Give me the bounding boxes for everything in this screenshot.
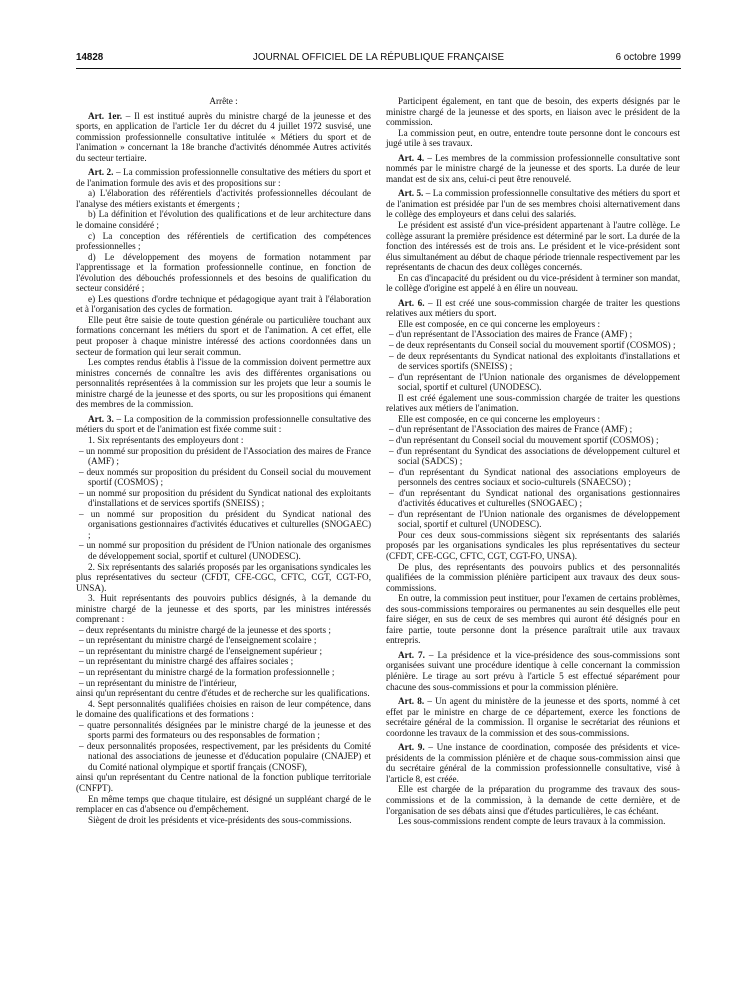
paragraph: c) La conception des référentiels de certification des compétences professionnelles ; bbox=[76, 230, 371, 252]
list-item: – de deux représentants du Conseil social du mouvement sportif (COSMOS) ; bbox=[386, 340, 680, 351]
article-2: Art. 2. – La commission professionnelle consultative des métiers du sport et de l'animation formule des avis et des propositions sur : bbox=[76, 167, 371, 188]
list-item: – d'un représentant du Syndicat national des associations employeurs de personnels des centres sociaux et socio-culturels (SNAECSO) ; bbox=[386, 467, 680, 488]
list-item: – deux représentants du ministre chargé de la jeunesse et des sports ; bbox=[76, 625, 371, 636]
page-header bbox=[76, 52, 681, 66]
paragraph: La commission peut, en outre, entendre toute personne dont le concours est jugé utile à ses travaux. bbox=[386, 127, 680, 149]
issue-date: 6 octobre 1999 bbox=[615, 52, 681, 63]
paragraph: 3. Huit représentants des pouvoirs publics désignés, à la demande du ministre chargé de la jeunesse et des sports, par les ministres intéressés comprenant : bbox=[76, 593, 371, 625]
list-item: – deux personnalités proposées, respectivement, par les présidents du Comité national des associations de jeunesse et d'éducation populaire (CNAJEP) et du Comité national olympique et sportif français (CNOSF), bbox=[76, 741, 371, 773]
left-column bbox=[76, 96, 371, 825]
paragraph: Participent également, en tant que de besoin, des experts désignés par le ministre chargé de la jeunesse et des sports, en liaison avec le président de la commission. bbox=[386, 96, 680, 128]
arrete-heading: Arrête : bbox=[209, 96, 238, 106]
list-item: – un nommé sur proposition du président du Syndicat national des organisations gestionnaires d'activités éducatives et culturelles (SNOGAEC) ; bbox=[76, 509, 371, 541]
list-item: – d'un représentant de l'Association des maires de France (AMF) ; bbox=[386, 329, 680, 340]
list-item: – un représentant du ministre chargé de l'enseignement supérieur ; bbox=[76, 646, 371, 657]
list-item: – d'un représentant de l'Union nationale des organismes de développement social, sportif et culturel (UNODESC). bbox=[386, 509, 680, 530]
article-6: Art. 6. – Il est créé une sous-commission chargée de traiter les questions relatives aux métiers du sport. bbox=[386, 297, 681, 319]
paragraph: Elle est composée, en ce qui concerne les employeurs : bbox=[398, 318, 601, 329]
list-item: – quatre personnalités désignées par le ministre chargé de la jeunesse et des sports parmi des formateurs ou des responsables de formation ; bbox=[76, 720, 371, 741]
paragraph: En même temps que chaque titulaire, est désigné un suppléant chargé de le remplacer en cas d'absence ou d'empêchement. bbox=[76, 793, 371, 815]
list bbox=[76, 625, 371, 688]
list-item: – deux nommés sur proposition du président du Conseil social du mouvement sportif (COSMOS) ; bbox=[76, 467, 371, 488]
list-item: – un nommé sur proposition du président de l'Union nationale des organismes de développement social, sportif et culturel (UNODESC). bbox=[76, 540, 371, 561]
page-number: 14828 bbox=[76, 52, 104, 63]
paragraph: En cas d'incapacité du président ou du vice-président à terminer son mandat, le collège d'origine est appelé à en élire un nouveau. bbox=[386, 272, 680, 294]
article-label: Art. 2. bbox=[88, 167, 114, 178]
paragraph: Elle peut être saisie de toute question générale ou particulière touchant aux formations concernant les métiers du sport et de l'animation. A cet effet, elle peut proposer à chaque ministre intéressé des actions coordonnées dans un secteur de formation qui leur serait commun. bbox=[76, 314, 371, 357]
article-8: Art. 8. – Un agent du ministère de la jeunesse et des sports, nommé à cet effet par le ministre en charge de ce département, exerce les fonctions de secrétaire général de la commission. Il organise le secrétariat des réunions et coordonne les travaux de la commission et des sous-commissions. bbox=[386, 696, 680, 738]
list-item: – d'un représentant du Syndicat national des organisations gestionnaires d'activités éducatives et culturelles (SNOGAEC) ; bbox=[386, 488, 680, 509]
paragraph: 4. Sept personnalités qualifiées choisies en raison de leur compétence, dans le domaine des qualifications et des formations : bbox=[76, 698, 371, 720]
article-label: Art. 4. bbox=[398, 152, 425, 163]
list-item: – un représentant du ministre chargé de l'enseignement scolaire ; bbox=[76, 635, 371, 646]
paragraph: De plus, des représentants des pouvoirs publics et des personnalités qualifiées de la commission plénière participent aux travaux des deux sous-commissions. bbox=[386, 561, 680, 593]
paragraph: b) La définition et l'évolution des qualifications et de leur architecture dans le domaine considéré ; bbox=[76, 209, 371, 231]
article-label: Art. 1er. bbox=[88, 110, 123, 121]
article-label: Art. 3. bbox=[88, 413, 114, 424]
list-item: – un nommé sur proposition du président de l'Association des maires de France (AMF) ; bbox=[76, 446, 371, 467]
paragraph: Pour ces deux sous-commissions siègent six représentants des salariés proposés par les organisations syndicales les plus représentatives du secteur (CFDT, CFE-CGC, CFTC, CGT, CGT-FO, UNSA). bbox=[386, 529, 680, 561]
paragraph: d) Le développement des moyens de formation notamment par l'apprentissage et la formation professionnelle continue, en fonction de l'évolution des débouchés professionnels et des besoins de qualification du secteur considéré ; bbox=[76, 251, 371, 294]
paragraph: e) Les questions d'ordre technique et pédagogique ayant trait à l'élaboration et à l'organisation des cycles de formation. bbox=[76, 293, 371, 315]
paragraph: Elle est composée, en ce qui concerne les employeurs : bbox=[398, 413, 601, 424]
paragraph: 2. Six représentants des salariés proposés par les organisations syndicales les plus représentatives du secteur (CFDT, CFE-CGC, CFTC, CGT, CGT-FO, UNSA). bbox=[76, 561, 371, 593]
right-column bbox=[386, 96, 680, 827]
list bbox=[76, 446, 371, 562]
list-item: – de deux représentants du Syndicat national des exploitants d'installations et de services sportifs (SNEISS) ; bbox=[386, 351, 680, 372]
paragraph: ainsi qu'un représentant du Centre national de la fonction publique territoriale (CNFPT). bbox=[76, 772, 371, 793]
list bbox=[76, 720, 371, 773]
paragraph: Elle est chargée de la préparation du programme des travaux des sous-commissions et de la commission, à la demande de cette dernière, et de l'organisation de ses débats ainsi que d'études particulières, le cas échéant. bbox=[386, 784, 680, 816]
article-5: Art. 5. – La commission professionnelle consultative des métiers du sport et de l'animation est présidée par l'un de ses membres choisi alternativement dans le collège des employeurs et dans celui des salariés. bbox=[386, 188, 681, 220]
list-item: – un représentant du ministre chargé des affaires sociales ; bbox=[76, 656, 371, 667]
paragraph: 1. Six représentants des employeurs dont : bbox=[88, 434, 244, 445]
paragraph: Siègent de droit les présidents et vice-présidents des sous-commissions. bbox=[88, 814, 352, 825]
paragraph: En outre, la commission peut instituer, pour l'examen de certains problèmes, des sous-commissions temporaires ou permanentes au sein desquelles elle peut faire siéger, en sus de ceux de ses membres qui auront été désignés pour en faire partie, toute personne dont la présence paraîtrait utile aux travaux entrepris. bbox=[386, 593, 680, 646]
article-4: Art. 4. – Les membres de la commission professionnelle consultative sont nommés par le ministre chargé de la jeunesse et des sports. La durée de leur mandat est de six ans, celui-ci peut être renouvelé. bbox=[386, 152, 680, 184]
paragraph: Il est créé également une sous-commission chargée de traiter les questions relatives aux métiers de l'animation. bbox=[386, 392, 680, 414]
list-item: – un nommé sur proposition du président du Syndicat national des exploitants d'installations et de services sportifs (SNEISS) ; bbox=[76, 488, 371, 509]
list-item: – d'un représentant de l'Association des maires de France (AMF) ; bbox=[386, 424, 680, 435]
list bbox=[386, 329, 680, 392]
header-rule bbox=[76, 68, 681, 69]
list-item: – un représentant du ministre de l'intérieur, bbox=[76, 678, 371, 689]
article-label: Art. 8. bbox=[398, 696, 425, 707]
list-item: – d'un représentant de l'Union nationale des organismes de développement social, sportif et culturel (UNODESC). bbox=[386, 372, 680, 393]
article-label: Art. 7. bbox=[398, 649, 425, 660]
paragraph: a) L'élaboration des référentiels d'activités professionnelles découlant de l'analyse des métiers existants et émergents ; bbox=[76, 188, 371, 209]
article-label: Art. 6. bbox=[398, 297, 425, 308]
list-item: – d'un représentant du Syndicat des associations de développement culturel et social (SADCS) ; bbox=[386, 446, 680, 467]
paragraph: Les comptes rendus établis à l'issue de la commission doivent permettre aux ministres concernés de connaître les avis des différentes organisations ou personnalités représentées à la commission sur les projets que leur a soumis le ministre chargé de la jeunesse et des sports, ou sur les propositions qui émanent des membres de la commission. bbox=[76, 357, 371, 410]
article-3: Art. 3. – La composition de la commission professionnelle consultative des métiers du sport et de l'animation est fixée comme suit : bbox=[76, 413, 372, 435]
article-7: Art. 7. – La présidence et la vice-présidence des sous-commissions sont organisées suivant une procédure identique à celle concernant la commission plénière. Le tirage au sort prévu à l'article 5 est effectué séparément pour chacune des sous-commissions et pour la commission plénière. bbox=[386, 649, 680, 692]
list-item: – d'un représentant du Conseil social du mouvement sportif (COSMOS) ; bbox=[386, 435, 680, 446]
article-label: Art. 5. bbox=[398, 188, 424, 199]
list-item: – un représentant du ministre chargé de la formation professionnelle ; bbox=[76, 667, 371, 678]
article-9: Art. 9. – Une instance de coordination, composée des présidents et vice-présidents de la commission plénière et de chaque sous-commission ainsi que du secrétaire général de la commission professionnelle consultative, visé à l'article 8, est créée. bbox=[386, 742, 680, 784]
paragraph: Les sous-commissions rendent compte de leurs travaux à la commission. bbox=[398, 816, 666, 827]
article-label: Art. 9. bbox=[398, 742, 425, 753]
paragraph: ainsi qu'un représentant du centre d'études et de recherche sur les qualifications. bbox=[76, 688, 370, 699]
paragraph: Le président est assisté d'un vice-président appartenant à l'autre collège. Le collège assurant la première présidence est déterminé par le sort. La durée de la fonction des intéressés est de trois ans. Le président et le vice-président sont élus simultanément au début de chaque période triennale respectivement par les représentants de chacun des deux collèges concernés. bbox=[386, 220, 680, 273]
list bbox=[386, 424, 680, 529]
article-1: Art. 1er. – Il est institué auprès du ministre chargé de la jeunesse et des sports, en application de l'article 1er du décret du 4 juillet 1972 susvisé, une commission professionnelle consultative intitulée « Métiers du sport et de l'animation » concernant la 18e branche d'activités dénommée Autres activités du secteur tertiaire. bbox=[76, 110, 372, 163]
journal-title: JOURNAL OFFICIEL DE LA RÉPUBLIQUE FRANÇAISE bbox=[252, 52, 505, 63]
